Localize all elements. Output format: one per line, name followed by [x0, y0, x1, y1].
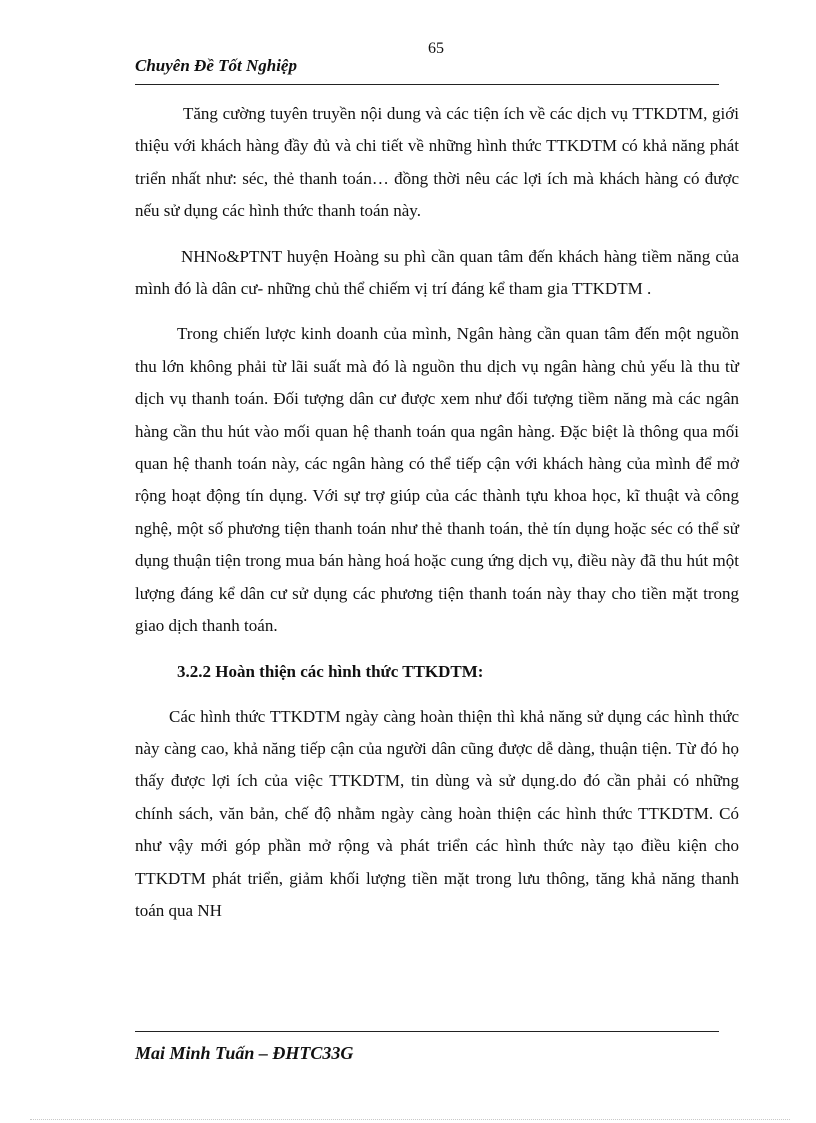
- header-title: Chuyên Đề Tốt Nghiệp: [135, 56, 297, 75]
- footer-author: Mai Minh Tuấn – ĐHTC33G: [135, 1043, 354, 1063]
- header-rule: [135, 84, 719, 85]
- paragraph-promotion: Tăng cường tuyên truyền nội dung và các tiện ích về các dịch vụ TTKDTM, giới thiệu với khách hàng đầy đủ và chi tiết về những hình thức TTKDTM có khả năng phát triển nhất như: séc, thẻ thanh toán… đồng thời nêu các lợi ích mà khách hàng có được nếu sử dụng các hình thức thanh toán này.: [135, 104, 739, 221]
- document-body: [135, 98, 739, 940]
- footer-rule: [135, 1031, 719, 1032]
- page-edge-divider: [30, 1119, 790, 1120]
- section-heading: 3.2.2 Hoàn thiện các hình thức TTKDTM:: [177, 661, 484, 681]
- paragraph-improve-forms: Các hình thức TTKDTM ngày càng hoàn thiện thì khả năng sử dụng các hình thức này càng cao, khả năng tiếp cận của người dân cũng được dễ dàng, thuận tiện. Từ đó họ thấy được lợi ích của việc TTKDTM, tin dùng và sử dụng.do đó cần phải có những chính sách, văn bản, chế độ nhằm ngày càng hoàn thiện các hình thức TTKDTM. Có như vậy mới góp phần mở rộng và phát triển các hình thức này tạo điều kiện cho TTKDTM phát triển, giảm khối lượng tiền mặt trong lưu thông, tăng khả năng thanh toán qua NH: [135, 706, 739, 920]
- page-number: 65: [428, 40, 444, 57]
- paragraph-potential-customers: NHNo&PTNT huyện Hoàng su phì cần quan tâm đến khách hàng tiềm năng của mình đó là dân cư- những chủ thể chiếm vị trí đáng kể tham gia TTKDTM .: [135, 246, 739, 299]
- paragraph-business-strategy: Trong chiến lược kinh doanh của mình, Ngân hàng cần quan tâm đến một nguồn thu lớn không phải từ lãi suất mà đó là nguồn thu dịch vụ ngân hàng chủ yếu là thu từ dịch vụ thanh toán. Đối tượng dân cư được xem như đối tượng tiềm năng mà các ngân hàng cần thu hút vào mối quan hệ thanh toán qua ngân hàng. Đặc biệt là thông qua mối quan hệ thanh toán này, các ngân hàng có thể tiếp cận với khách hàng của mình để mở rộng hoạt động tín dụng. Với sự trợ giúp của các thành tựu khoa học, kĩ thuật và công nghệ, một số phương tiện thanh toán như thẻ thanh toán, thẻ tín dụng hoặc séc có thể sử dụng thuận tiện trong mua bán hàng hoá hoặc cung ứng dịch vụ, điều này đã thu hút một lượng đáng kể dân cư sử dụng các phương tiện thanh toán này thay cho tiền mặt trong giao dịch thanh toán.: [135, 324, 739, 636]
